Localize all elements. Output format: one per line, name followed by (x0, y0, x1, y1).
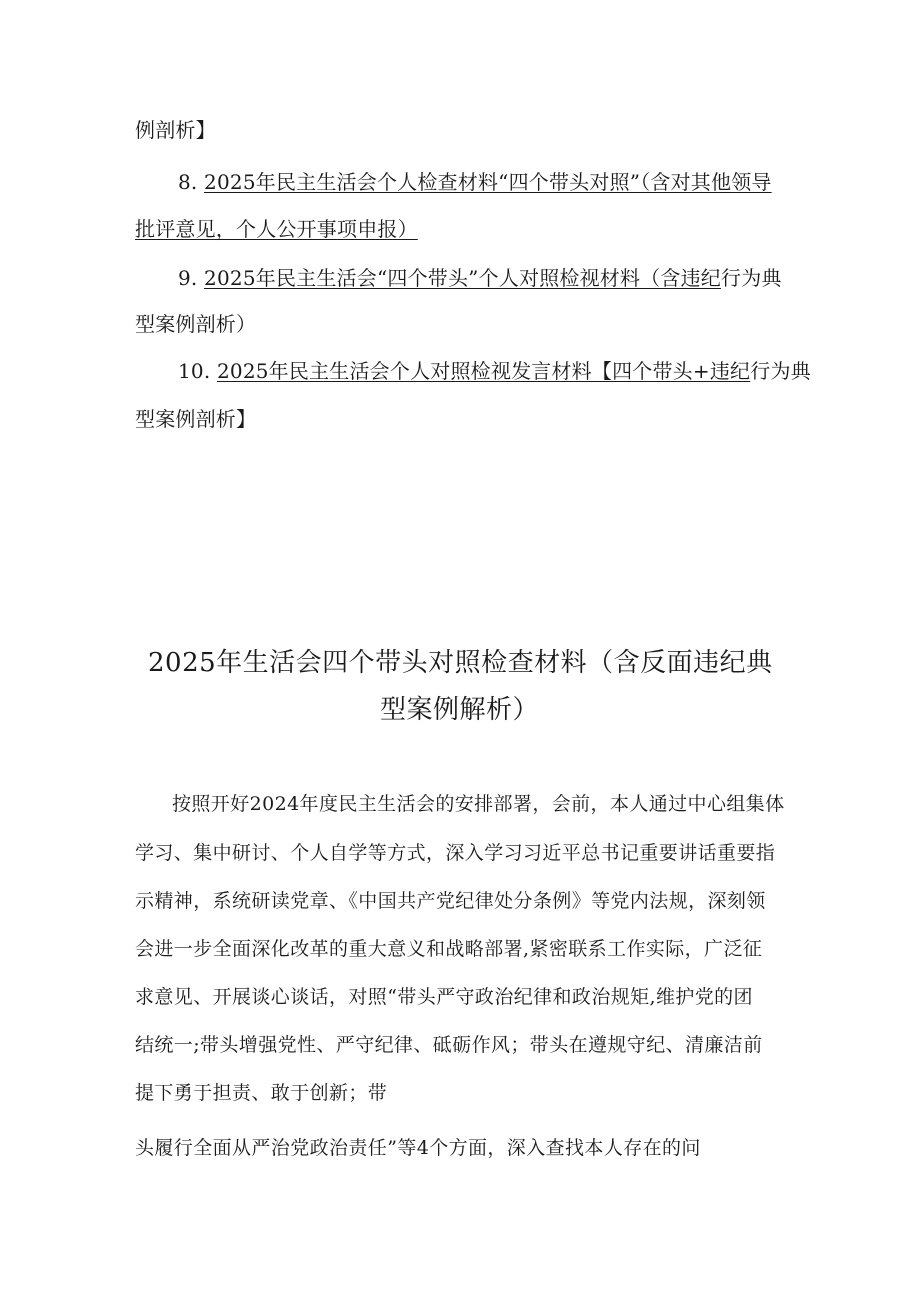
article-paragraph-line: 会进一步全面深化改革的重大意义和战略部署,紧密联系工作实际，广泛征 (135, 938, 763, 960)
toc-item-9-link[interactable]: 2025年民主生活会“四个带头”个人对照检视材料（含违纪 (204, 266, 721, 290)
toc-item-9-line1 (178, 264, 782, 292)
article-continuation-line: 头履行全面从严治党政治责任”等4个方面，深入查找本人存在的问 (135, 1137, 701, 1159)
article-paragraph-line: 结统一;带头增强党性、严守纪律、砥砺作风；带头在遵规守纪、清廉洁前 (135, 1034, 763, 1056)
article-paragraph-line: 提下勇于担责、敢于创新；带 (135, 1082, 388, 1104)
toc-item-8-link-cont[interactable]: 批评意见，个人公开事项申报） (135, 217, 418, 241)
toc-item-10-number: 10. (178, 359, 211, 383)
article-paragraph-line: 示精神，系统研读党章、《中国共产党纪律处分条例》等党内法规，深刻领 (135, 890, 766, 912)
article-paragraph-line: 学习、集中研讨、个人自学等方式，深入学习习近平总书记重要讲话重要指 (135, 842, 776, 864)
article-paragraph-line: 求意见、开展谈心谈话，对照“带头严守政治纪律和政治规矩,维护党的团 (135, 986, 753, 1008)
toc-item-8-link[interactable]: 2025年民主生活会个人检查材料“四个带头对照”（含对其他领导 (204, 170, 772, 194)
toc-item-10-link[interactable]: 2025年民主生活会个人对照检视发言材料【四个带头+违纪 (216, 359, 751, 383)
toc-item-10-rest: 行为典 (750, 359, 811, 383)
toc-item-10-line1 (178, 357, 811, 385)
toc-item-9-rest: 行为典 (721, 266, 782, 290)
toc-item-9-line2: 型案例剖析） (135, 312, 257, 336)
toc-item-8-number: 8. (178, 170, 198, 194)
article-paragraph-line: 按照开好2024年度民主生活会的安排部署，会前，本人通过中心组集体 (172, 793, 785, 815)
toc-item-8-line1 (178, 168, 772, 196)
toc-continued-tail: 例剖析】 (135, 118, 216, 142)
toc-item-10-line2: 型案例剖析】 (135, 407, 257, 431)
article-title-line2: 型案例解析） (380, 695, 540, 725)
article-title-line1: 2025年生活会四个带头对照检查材料（含反面违纪典 (148, 648, 773, 678)
toc-item-9-number: 9. (178, 266, 198, 290)
toc-item-8-line2 (135, 215, 418, 243)
